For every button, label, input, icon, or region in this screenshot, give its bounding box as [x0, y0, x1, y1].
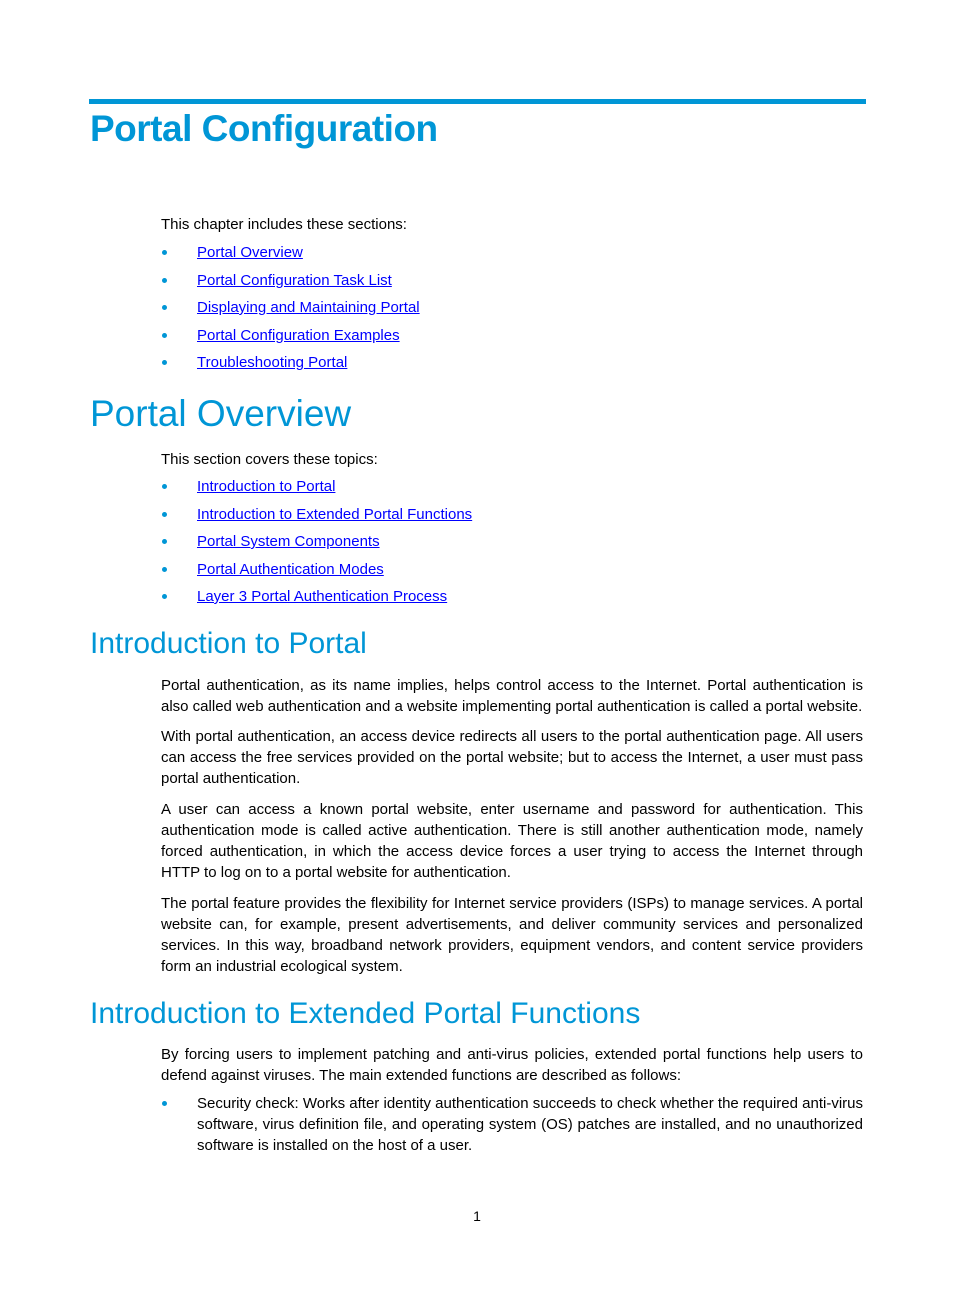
link-authentication-modes[interactable]: Portal Authentication Modes	[197, 560, 384, 578]
paragraph: By forcing users to implement patching and anti-virus policies, extended portal functions help users to defend against viruses. The main extended functions are described as follows:	[161, 1046, 863, 1084]
link-portal-overview[interactable]: Portal Overview	[197, 244, 303, 261]
link-displaying-maintaining[interactable]: Displaying and Maintaining Portal	[197, 299, 420, 316]
list-item	[161, 559, 472, 587]
paragraph: With portal authentication, an access device redirects all users to the portal authentication page. All users can access the free services provided on the portal website; but to access the Internet, a user must pass portal authentication.	[161, 728, 863, 787]
overview-topic-list	[161, 476, 472, 614]
chapter-intro: This chapter includes these sections:	[161, 216, 407, 233]
heading-portal-overview: Portal Overview	[90, 393, 352, 434]
overview-intro: This section covers these topics:	[161, 451, 378, 468]
paragraph: A user can access a known portal website, enter username and password for authentication. This authentication mode is called active authentication. There is still another authentication mode, namely forced authentication, in which the access device forces a user trying to access the Internet through HTTP to log on to a portal website for authentication.	[161, 801, 863, 881]
link-configuration-examples[interactable]: Portal Configuration Examples	[197, 326, 400, 344]
link-system-components[interactable]: Portal System Components	[197, 533, 380, 550]
list-item	[161, 242, 420, 270]
list-item	[161, 586, 472, 614]
bullet-icon	[162, 333, 167, 338]
bullet-text-security-check: Security check: Works after identity authentication succeeds to check whether the required anti-virus software, virus definition file, and operating system (OS) patches are installed, and no unauthorized software is installed on the host of a user.	[197, 1095, 863, 1154]
chapter-title: Portal Configuration	[90, 108, 438, 149]
bullet-icon	[162, 512, 167, 517]
bullet-icon	[162, 360, 167, 365]
chapter-top-rule	[89, 99, 866, 104]
list-item	[161, 297, 420, 325]
heading-extended-portal-functions: Introduction to Extended Portal Functions	[90, 997, 641, 1030]
link-introduction-to-portal[interactable]: Introduction to Portal	[197, 478, 336, 495]
bullet-icon	[162, 539, 167, 544]
list-item	[161, 270, 420, 298]
paragraph: Portal authentication, as its name implies, helps control access to the Internet. Portal authentication is also called web authentication and a website implementing portal authentication is called a portal website.	[161, 677, 863, 715]
bullet-icon	[162, 250, 167, 255]
list-item	[161, 476, 472, 504]
list-item	[161, 325, 420, 353]
bullet-icon	[162, 278, 167, 283]
link-layer3-process[interactable]: Layer 3 Portal Authentication Process	[197, 588, 448, 605]
bullet-icon	[162, 594, 167, 599]
bullet-icon	[162, 567, 167, 572]
heading-introduction-to-portal: Introduction to Portal	[90, 627, 367, 660]
link-troubleshooting[interactable]: Troubleshooting Portal	[197, 354, 348, 371]
list-item	[161, 531, 472, 559]
list-item	[161, 352, 420, 380]
page-number: 1	[473, 1208, 481, 1224]
bullet-icon	[162, 1101, 167, 1106]
chapter-section-list	[161, 242, 420, 380]
paragraph: The portal feature provides the flexibility for Internet service providers (ISPs) to manage services. A portal website can, for example, present advertisements, and deliver community services and personalized services. In this way, broadband network providers, equipment vendors, and content service providers form an industrial ecological system.	[161, 895, 863, 975]
link-task-list[interactable]: Portal Configuration Task List	[197, 271, 392, 289]
bullet-icon	[162, 484, 167, 489]
bullet-icon	[162, 305, 167, 310]
link-extended-functions[interactable]: Introduction to Extended Portal Functions	[197, 505, 473, 523]
list-item	[161, 1093, 863, 1156]
list-item	[161, 504, 472, 532]
